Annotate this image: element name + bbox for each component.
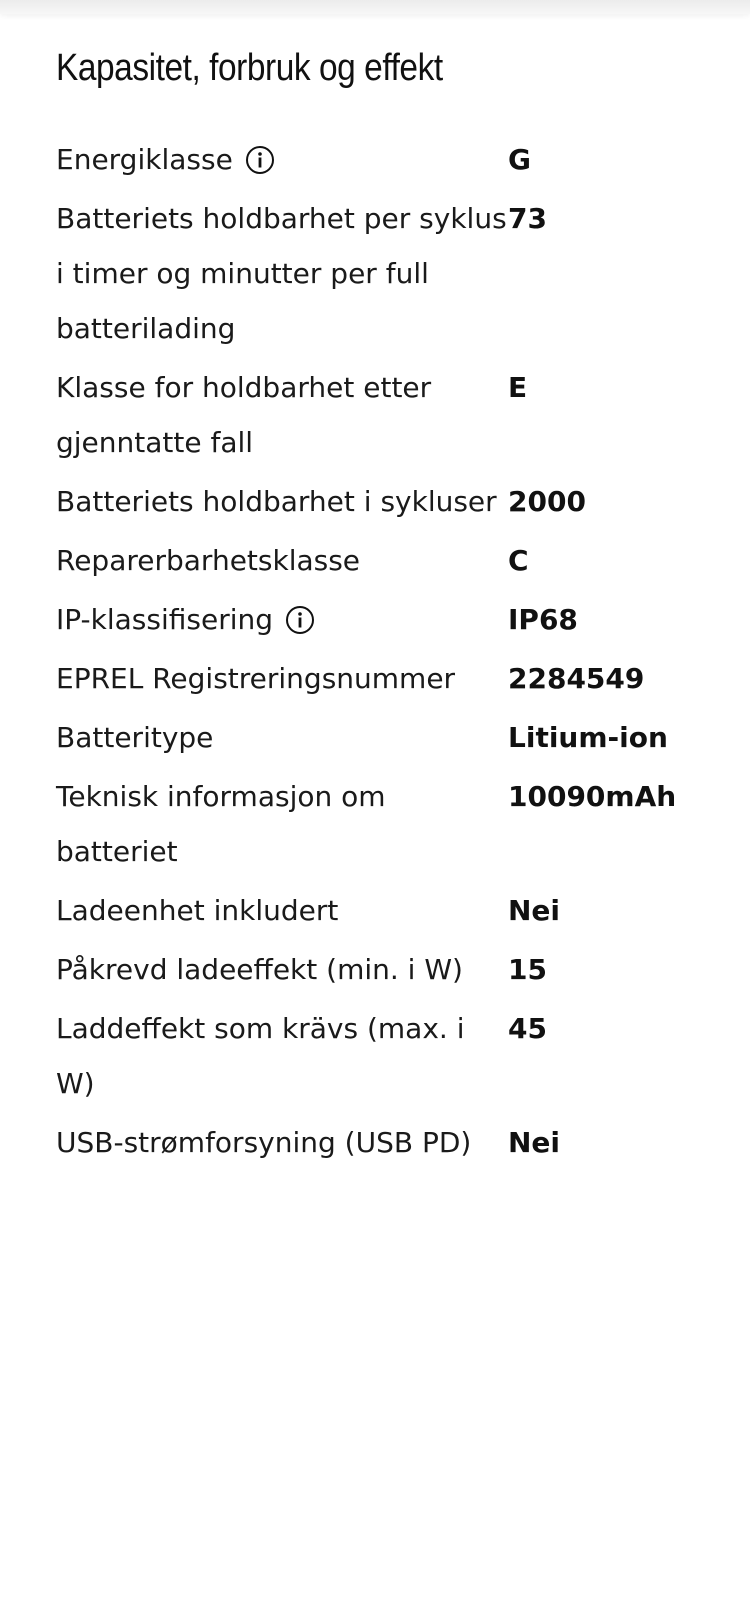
- spec-row-batterilevetid-syklus: [56, 202, 736, 374]
- spec-section: [56, 14, 736, 1188]
- spec-label: USB-strømforsyning (USB PD): [56, 1126, 472, 1159]
- spec-label: Klasse for holdbarhet etter gjenntatte fall: [56, 371, 432, 459]
- spec-label: [56, 474, 508, 529]
- info-icon[interactable]: [285, 605, 315, 635]
- spec-label: Laddeffekt som krävs (max. i W): [56, 1012, 465, 1100]
- spec-label-text: Batteriets holdbarhet i sykluser: [56, 485, 497, 518]
- section-title: Kapasitet, forbruk og effekt: [56, 47, 443, 89]
- spec-label: [56, 132, 508, 187]
- spec-value: Litium-ion: [508, 721, 668, 754]
- spec-label: Reparerbarhetsklasse: [56, 544, 361, 577]
- info-icon[interactable]: [245, 145, 275, 175]
- spec-row-fallklasse: [56, 371, 736, 488]
- spec-value: E: [508, 371, 528, 404]
- spec-value: 45: [508, 1012, 547, 1045]
- top-shadow-bar: [0, 0, 750, 14]
- spec-row-teknisk-info: [56, 780, 736, 897]
- spec-list: [56, 143, 736, 1188]
- spec-row-usb-pd: [56, 1126, 736, 1188]
- spec-value: 73: [508, 202, 547, 235]
- spec-label: Ladeenhet inkludert: [56, 894, 339, 927]
- spec-label: Batteriets holdbarhet per syklus i timer og minutter per full batterilading: [56, 202, 507, 345]
- spec-value: 10090mAh: [508, 780, 677, 813]
- spec-value: C: [508, 544, 529, 577]
- spec-value: Nei: [508, 894, 561, 927]
- spec-value: 2000: [508, 485, 586, 518]
- spec-value: Nei: [508, 1126, 561, 1159]
- spec-value: 15: [508, 953, 547, 986]
- spec-label: Teknisk informasjon om batteriet: [56, 780, 386, 868]
- spec-row-ladeeffekt-max: [56, 1012, 736, 1129]
- spec-value: G: [508, 143, 531, 176]
- spec-label-text: IP-klassifisering: [56, 603, 273, 636]
- spec-label: Batteritype: [56, 721, 214, 754]
- spec-label: Påkrevd ladeeffekt (min. i W): [56, 953, 463, 986]
- spec-value: IP68: [508, 603, 578, 636]
- spec-label: [56, 592, 508, 647]
- spec-label-text: Energiklasse: [56, 143, 233, 176]
- spec-value: 2284549: [508, 662, 645, 695]
- spec-label: EPREL Registreringsnummer: [56, 662, 456, 695]
